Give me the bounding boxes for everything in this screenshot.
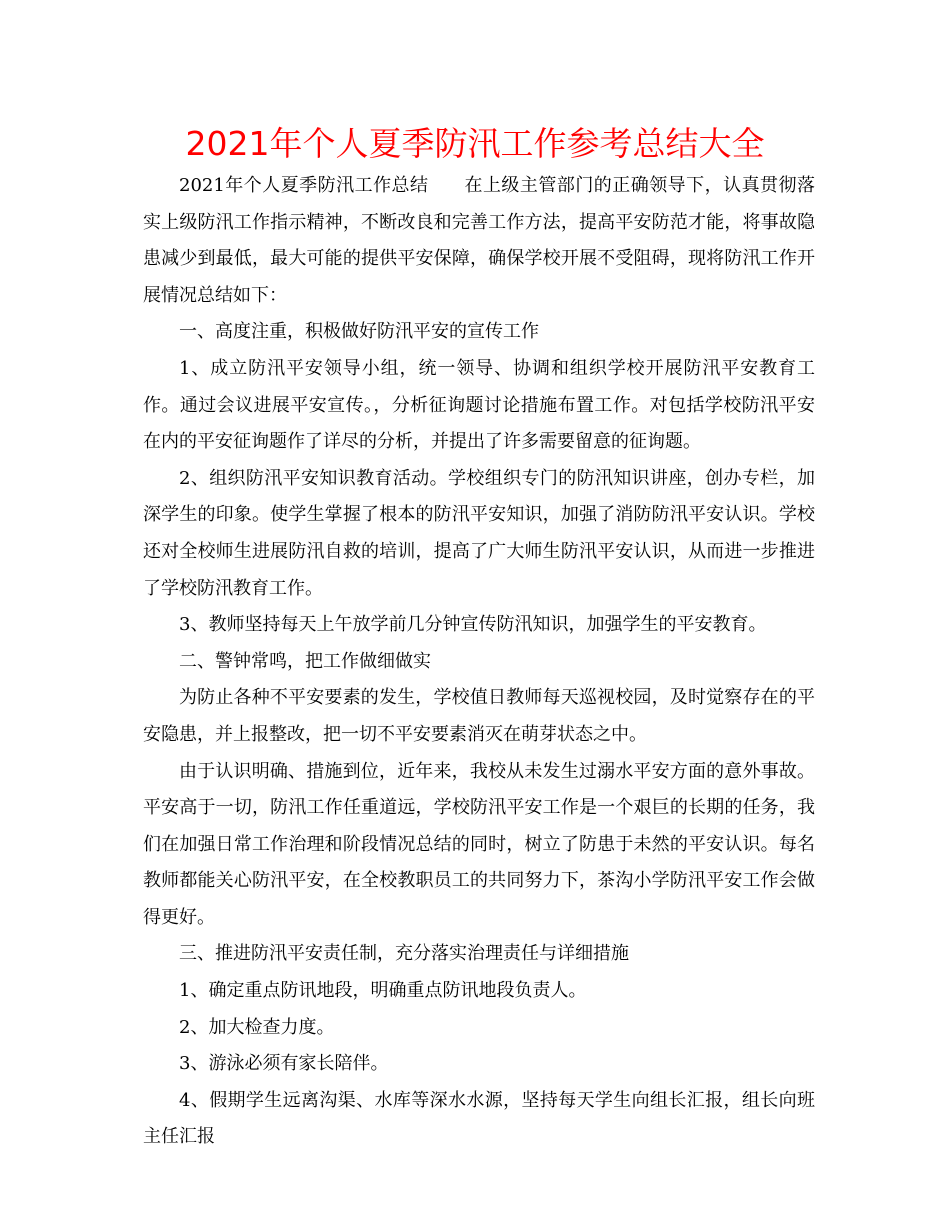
intro-text: 在上级主管部门的正确领导下，认真贯彻落实上级防汛工作指示精神，不断改良和完善工作方法，提高平安防范才能，将事故隐患减少到最低，最大可能的提供平安保障，确保学校开展不受阻碍，现将防汛工作开展情况总结如下： [143, 175, 815, 306]
section1-item-3: 3、教师坚持每天上午放学前几分钟宣传防汛知识，加强学生的平安教育。 [179, 614, 767, 636]
document-title: 2021年个人夏季防汛工作参考总结大全 [185, 124, 765, 163]
section2-paragraph-1: 为防止各种不平安要素的发生，学校值日教师每天巡视校园，及时觉察存在的平安隐患，并上报整改，把一切不平安要素消灭在萌芽状态之中。 [143, 687, 815, 745]
section1-heading: 一、高度注重，积极做好防汛平安的宣传工作 [179, 321, 539, 343]
section3-item-1: 1、确定重点防讯地段，明确重点防讯地段负责人。 [179, 980, 587, 1002]
section3-heading: 三、推进防汛平安责任制，充分落实治理责任与详细措施 [179, 943, 629, 965]
section2-heading: 二、警钟常鸣，把工作做细做实 [179, 650, 431, 672]
intro-paragraph [143, 168, 815, 314]
section3-item-4: 4、假期学生远离沟渠、水库等深水水源，坚持每天学生向组长汇报，组长向班主任汇报 [143, 1089, 815, 1148]
intro-lead: 2021年个人夏季防汛工作总结 [179, 175, 429, 196]
section3-item-3: 3、游泳必须有家长陪伴。 [179, 1053, 389, 1075]
section3-item-2: 2、加大检查力度。 [179, 1016, 335, 1038]
section1-item-2: 2、组织防汛平安知识教育活动。学校组织专门的防汛知识讲座，创办专栏，加深学生的印象。使学生掌握了根本的防汛平安知识，加强了消防防汛平安认识。学校还对全校师生进展防汛自救的培训，提高了广大师生防汛平安认识，从而进一步推进了学校防汛教育工作。 [143, 467, 815, 599]
section1-item-1: 1、成立防汛平安领导小组，统一领导、协调和组织学校开展防汛平安教育工作。通过会议进展平安宣传。，分析征询题讨论措施布置工作。对包括学校防汛平安在内的平安征询题作了详尽的分析，并提出了许多需要留意的征询题。 [143, 357, 815, 453]
section2-paragraph-2: 由于认识明确、措施到位，近年来，我校从未发生过溺水平安方面的意外事故。平安高于一切，防汛工作任重道远，学校防汛平安工作是一个艰巨的长期的任务，我们在加强日常工作治理和阶段情况总结的同时，树立了防患于未然的平安认识。每名教师都能关心防汛平安，在全校教职员工的共同努力下，茶沟小学防汛平安工作会做得更好。 [143, 760, 815, 928]
document-body [143, 168, 815, 1156]
